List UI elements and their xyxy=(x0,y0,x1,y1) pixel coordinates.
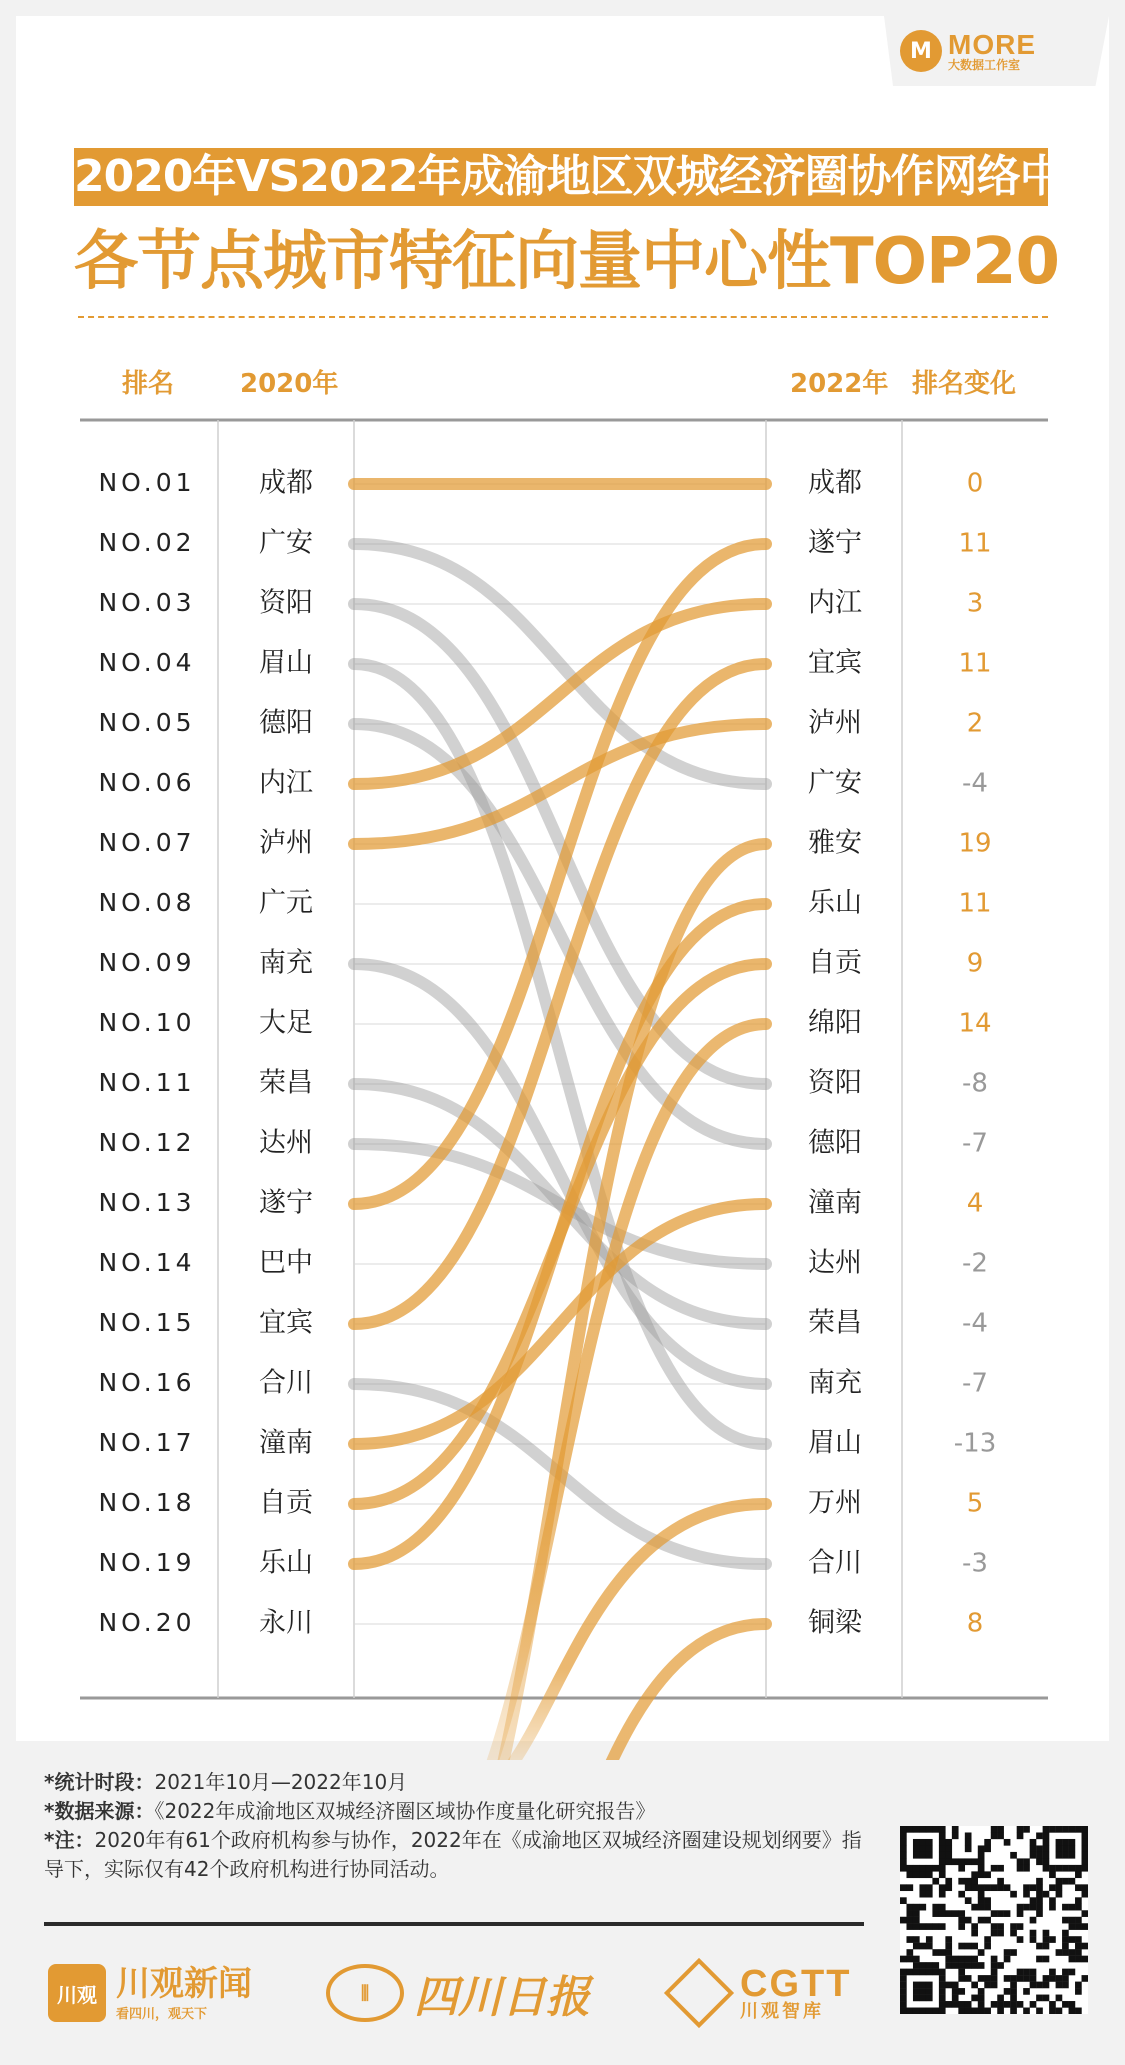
city-2022: 成都 xyxy=(808,467,862,499)
chuanguan-news-logo xyxy=(48,1958,252,2028)
chart-title-line1: 2020年VS2022年成渝地区双城经济圈协作网络中 xyxy=(74,148,1048,206)
note-line: *注：2020年有61个政府机构参与协作，2022年在《成渝地区双城经济圈建设规划纲要》指导下，实际仅有42个政府机构进行协同活动。 xyxy=(44,1828,862,1881)
rank-change-value: 8 xyxy=(966,1608,984,1639)
city-2020: 永川 xyxy=(259,1607,313,1639)
rank-change-value: 0 xyxy=(966,468,984,499)
sichuan-daily-emblem-icon: ⫼ xyxy=(326,1964,404,2022)
rank-change-value: -4 xyxy=(962,768,988,799)
city-2020: 自贡 xyxy=(259,1487,313,1519)
sichuan-daily-logo xyxy=(326,1958,590,2028)
city-2020: 眉山 xyxy=(259,647,313,679)
more-logo-icon: M xyxy=(900,30,942,72)
brand-name: MORE xyxy=(948,29,1036,60)
city-2022: 合川 xyxy=(808,1547,862,1579)
chuanguan-name: 川观新闻 xyxy=(116,1963,252,2004)
rank-label: NO.02 xyxy=(98,528,196,557)
rank-label: NO.07 xyxy=(98,828,196,857)
city-2022: 雅安 xyxy=(808,827,862,859)
city-2020: 泸州 xyxy=(259,827,313,859)
sichuan-daily-name: 四川日报 xyxy=(414,1972,590,2023)
chuanguan-icon: 川观 xyxy=(48,1964,106,2022)
city-2022: 南充 xyxy=(808,1367,862,1399)
rank-change-value: 11 xyxy=(958,888,992,919)
brand-subtitle: 大数据工作室 xyxy=(948,58,1021,72)
rank-label: NO.14 xyxy=(98,1248,196,1277)
city-2022: 眉山 xyxy=(808,1427,862,1459)
city-2020: 广元 xyxy=(259,887,313,919)
city-2022: 泸州 xyxy=(808,707,862,739)
rank-label: NO.19 xyxy=(98,1548,196,1577)
rank-label: NO.06 xyxy=(98,768,196,797)
rank-label: NO.05 xyxy=(98,708,196,737)
rank-change-value: -3 xyxy=(962,1548,988,1579)
city-2022: 广安 xyxy=(808,767,862,799)
city-2020: 资阳 xyxy=(259,587,313,619)
city-2020: 南充 xyxy=(259,947,313,979)
rank-label: NO.01 xyxy=(98,468,196,497)
period-line: *统计时段：2021年10月—2022年10月 xyxy=(44,1770,408,1794)
chart-title-line2: 各节点城市特征向量中心性TOP20 xyxy=(74,225,1060,299)
rank-label: NO.15 xyxy=(98,1308,196,1337)
footer-notes xyxy=(44,1768,874,1884)
city-2020: 荣昌 xyxy=(259,1067,313,1099)
chuanguan-slogan: 看四川，观天下 xyxy=(116,2006,208,2022)
rank-change-value: -7 xyxy=(962,1128,988,1159)
city-2020: 乐山 xyxy=(259,1547,313,1579)
city-2022: 自贡 xyxy=(808,947,862,979)
rank-change-value: -2 xyxy=(962,1248,988,1279)
city-2020: 广安 xyxy=(259,527,313,559)
city-2020: 成都 xyxy=(259,467,313,499)
city-2022: 内江 xyxy=(808,587,862,619)
city-2022: 达州 xyxy=(808,1247,862,1279)
rank-change-value: 2 xyxy=(966,708,984,739)
rank-label: NO.04 xyxy=(98,648,196,677)
rank-label: NO.13 xyxy=(98,1188,196,1217)
rank-change-value: 5 xyxy=(966,1488,984,1519)
city-2020: 巴中 xyxy=(259,1247,313,1279)
rank-label: NO.16 xyxy=(98,1368,196,1397)
rank-label: NO.11 xyxy=(98,1068,196,1097)
rank-change-value: 11 xyxy=(958,528,992,559)
rank-label: NO.03 xyxy=(98,588,196,617)
rank-change-value: -8 xyxy=(962,1068,988,1099)
connector-遂宁 xyxy=(354,544,766,1204)
connector-铜梁 xyxy=(442,1624,766,1760)
rank-label: NO.08 xyxy=(98,888,196,917)
city-2020: 合川 xyxy=(259,1367,313,1399)
city-2020: 潼南 xyxy=(259,1427,313,1459)
source-line: *数据来源：《2022年成渝地区双城经济圈区域协作度量化研究报告》 xyxy=(44,1799,656,1823)
city-2020: 达州 xyxy=(259,1127,313,1159)
city-2020: 大足 xyxy=(259,1007,313,1039)
rank-label: NO.09 xyxy=(98,948,196,977)
rank-label: NO.17 xyxy=(98,1428,196,1457)
rank-change-value: 14 xyxy=(958,1008,992,1039)
rank-change-value: 4 xyxy=(966,1188,984,1219)
rank-change-value: 3 xyxy=(966,588,984,619)
city-2020: 德阳 xyxy=(259,707,313,739)
city-2022: 荣昌 xyxy=(808,1307,862,1339)
header-2022: 2022年 xyxy=(790,369,889,399)
rank-change-value: 11 xyxy=(958,648,992,679)
header-2020: 2020年 xyxy=(240,369,339,399)
rank-change-value: 9 xyxy=(966,948,984,979)
city-2022: 乐山 xyxy=(808,887,862,919)
cgtt-name-en: CGTT xyxy=(740,1963,852,2005)
rank-label: NO.18 xyxy=(98,1488,196,1517)
city-2022: 铜梁 xyxy=(808,1607,862,1639)
rank-change-value: -7 xyxy=(962,1368,988,1399)
city-2020: 遂宁 xyxy=(259,1187,313,1219)
city-2022: 潼南 xyxy=(808,1187,862,1219)
rank-change-value: 19 xyxy=(958,828,992,859)
rank-label: NO.12 xyxy=(98,1128,196,1157)
city-2020: 宜宾 xyxy=(259,1307,313,1339)
city-2022: 万州 xyxy=(808,1487,862,1519)
rank-label: NO.20 xyxy=(98,1608,196,1637)
cgtt-cube-icon xyxy=(664,1958,734,2028)
city-2022: 绵阳 xyxy=(808,1007,862,1039)
city-2022: 德阳 xyxy=(808,1127,862,1159)
header-rank-change: 排名变化 xyxy=(912,369,1017,399)
rank-label: NO.10 xyxy=(98,1008,196,1037)
rank-change-value: -4 xyxy=(962,1308,988,1339)
rank-change-value: -13 xyxy=(953,1428,997,1459)
connector-lines xyxy=(354,484,766,1760)
city-2022: 宜宾 xyxy=(808,647,862,679)
city-2022: 遂宁 xyxy=(808,527,862,559)
footer-divider xyxy=(44,1922,864,1926)
city-2020: 内江 xyxy=(259,767,313,799)
city-2022: 资阳 xyxy=(808,1067,862,1099)
header-rank: 排名 xyxy=(122,369,175,399)
cgtt-logo xyxy=(668,1958,851,2028)
cgtt-name-cn: 川观智库 xyxy=(740,2001,824,2022)
qr-code[interactable] xyxy=(900,1826,1088,2014)
